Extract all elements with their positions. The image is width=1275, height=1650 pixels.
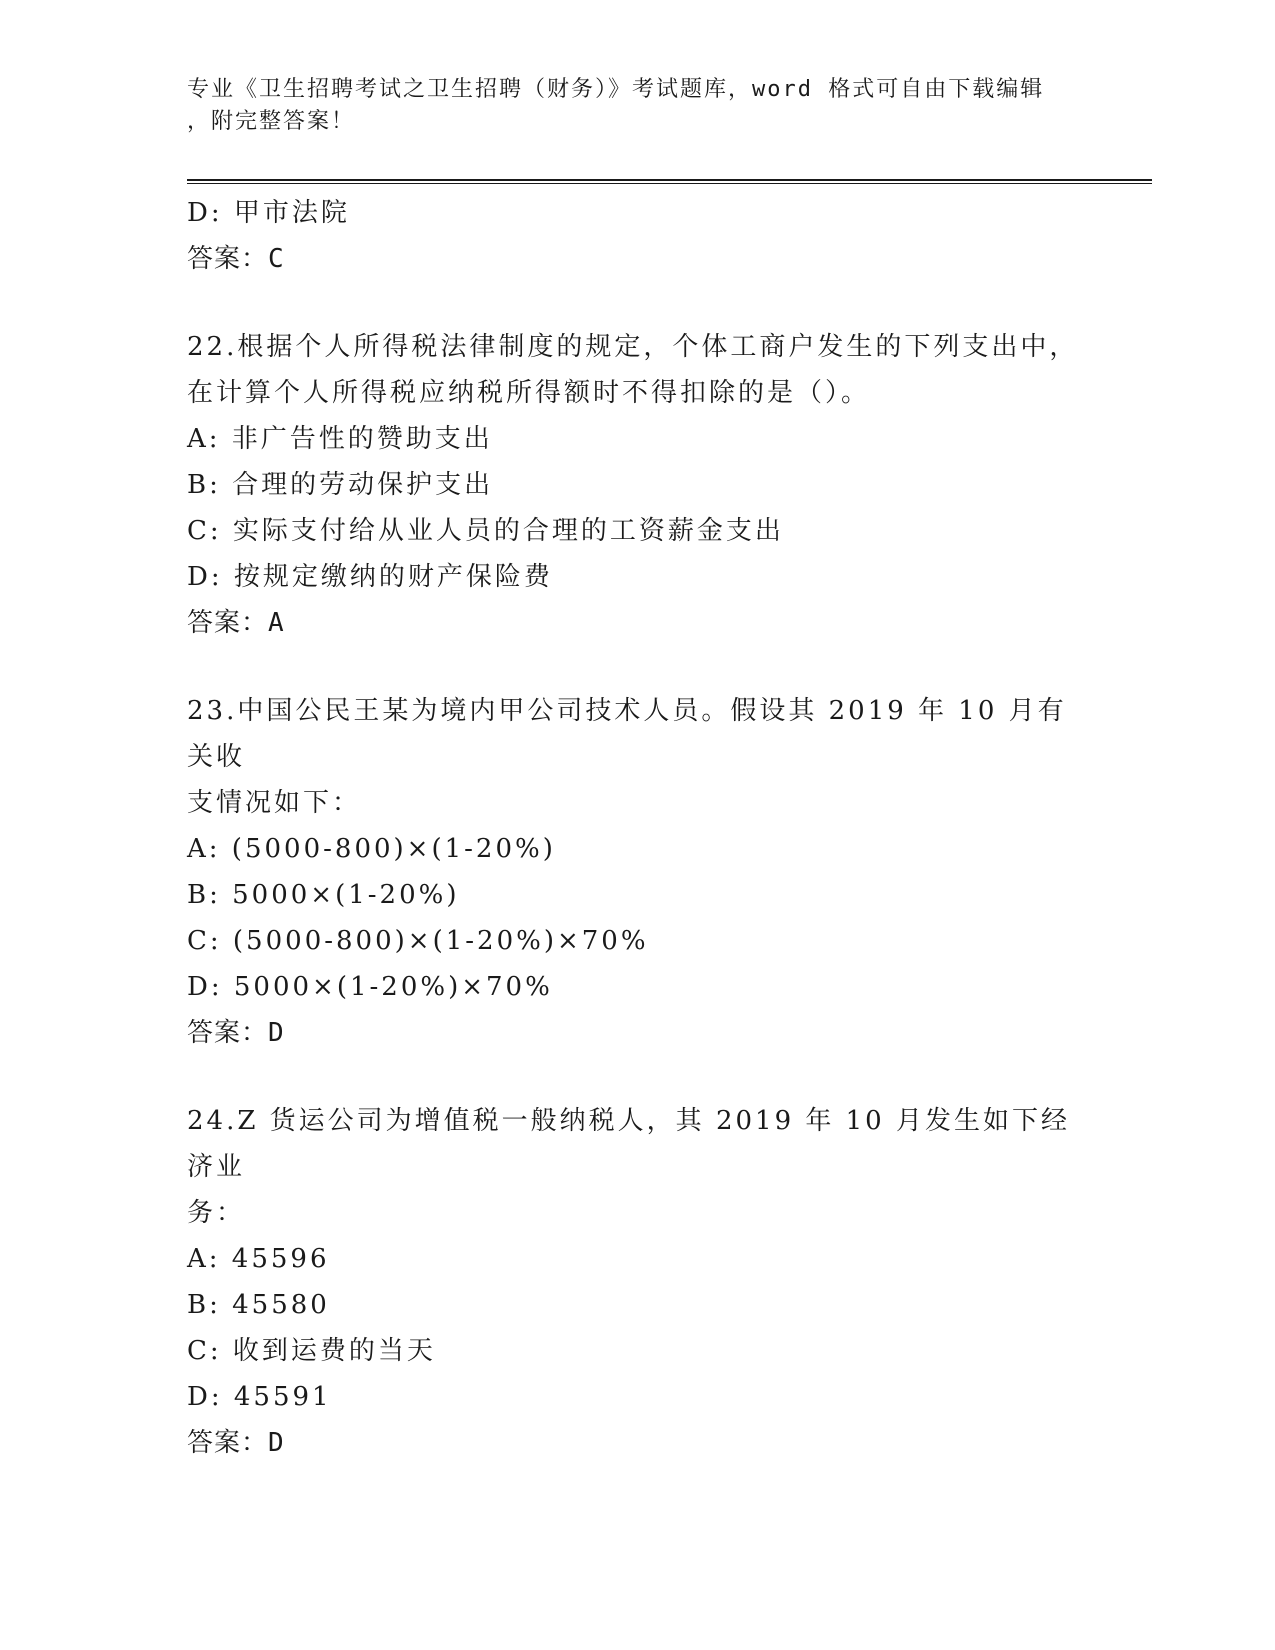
header-line-2: ，附完整答案！ (187, 109, 356, 134)
option-a: A: 45596 (187, 1244, 330, 1274)
option-a: A: (5000-800)×(1-20%) (187, 834, 556, 864)
option-b: B: 合理的劳动保护支出 (187, 470, 494, 500)
question-stem: 23.中国公民王某为境内甲公司技术人员。假设其 2019 年 10 月有关收 (187, 696, 1067, 772)
option-d: D: 按规定缴纳的财产保险费 (187, 562, 553, 592)
option-a: A: 非广告性的赞助支出 (187, 424, 493, 454)
option-d: D: 5000×(1-20%)×70% (187, 972, 553, 1002)
question-stem-cont: 支情况如下： (187, 788, 362, 818)
spacer (187, 1056, 1087, 1098)
header-divider (187, 179, 1152, 184)
answer: 答案：A (187, 608, 285, 638)
spacer (187, 282, 1087, 324)
option-b: B: 5000×(1-20%) (187, 880, 460, 910)
prev-option-d: D: 甲市法院 (187, 198, 350, 228)
question-22 (187, 324, 1087, 646)
option-d: D: 45591 (187, 1382, 332, 1412)
header-line-1: 专业《卫生招聘考试之卫生招聘（财务）》考试题库，word 格式可自由下载编辑 (187, 77, 1045, 102)
option-c: C: (5000-800)×(1-20%)×70% (187, 926, 649, 956)
prev-answer: 答案：C (187, 244, 285, 274)
question-24 (187, 1098, 1087, 1466)
question-stem: 22.根据个人所得税法律制度的规定，个体工商户发生的下列支出中， (187, 332, 1079, 362)
option-c: C: 实际支付给从业人员的合理的工资薪金支出 (187, 516, 784, 546)
question-stem-cont: 务： (187, 1198, 246, 1228)
question-content (187, 190, 1087, 1466)
spacer (187, 646, 1087, 688)
document-header (187, 74, 1067, 138)
question-stem-cont: 在计算个人所得税应纳税所得额时不得扣除的是（）。 (187, 378, 871, 408)
question-stem: 24.Z 货运公司为增值税一般纳税人，其 2019 年 10 月发生如下经济业 (187, 1106, 1070, 1182)
answer: 答案：D (187, 1428, 285, 1458)
option-b: B: 45580 (187, 1290, 330, 1320)
answer: 答案：D (187, 1018, 285, 1048)
question-23 (187, 688, 1087, 1056)
option-c: C: 收到运费的当天 (187, 1336, 436, 1366)
